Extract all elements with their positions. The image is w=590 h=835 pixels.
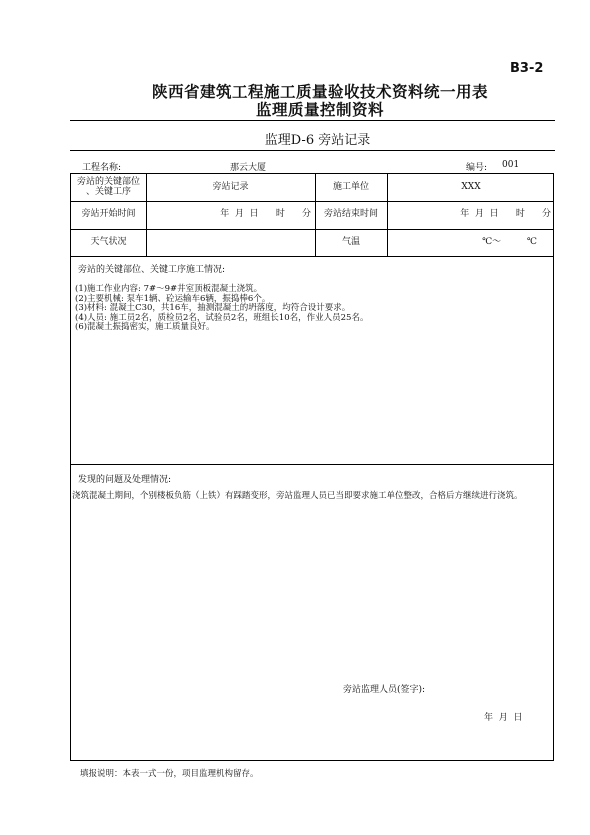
key-part-label: 旁站的关键部位 、关键工序 [76, 176, 140, 197]
footnote: 填报说明：本表一式一份，项目监理机构留存。 [80, 769, 259, 779]
construction-line: (4)人员: 施工员2名，质检员2名，试验员2名，班组长10名，作业人员25名。 [75, 312, 369, 323]
form-title-line1: 陕西省建筑工程施工质量验收技术资料统一用表 [151, 83, 488, 101]
row-divider [71, 256, 553, 257]
temperature-value: ℃～ ℃ [482, 236, 537, 247]
form-code: B3-2 [510, 61, 544, 76]
start-time-label: 旁站开始时间 [81, 209, 136, 220]
contractor-value: XXX [461, 181, 481, 192]
weather-value [146, 229, 315, 256]
issues-text: 浇筑混凝土期间，个别楼板负筋（上铁）有踩踏变形，旁站监理人员已当即要求施工单位整改，合格后方继续进行浇筑。 [72, 491, 523, 501]
title-rule [70, 120, 555, 121]
signature-date: 年 月 日 [484, 713, 523, 723]
serial-label: 编号: [466, 163, 488, 173]
start-time-value: 年 月 日 时 分 [220, 209, 311, 220]
temperature-label: 气温 [341, 236, 360, 247]
form-subtitle: 监理D-6 旁站记录 [264, 133, 371, 148]
section-divider [71, 464, 553, 465]
weather-label: 天气状况 [90, 236, 127, 247]
record-table [70, 173, 554, 761]
form-title-line2: 监理质量控制资料 [255, 101, 384, 119]
end-time-label: 旁站结束时间 [323, 209, 378, 220]
construction-heading: 旁站的关键部位、关键工序施工情况: [78, 265, 226, 275]
contractor-label: 施工单位 [332, 181, 369, 192]
serial-value: 001 [502, 160, 520, 170]
construction-line: (2)主要机械: 泵车1辆、砼运输车6辆，振捣棒6个。 [75, 293, 271, 304]
issues-heading: 发现的问题及处理情况: [78, 475, 172, 485]
key-part-value: 旁站记录 [212, 181, 249, 192]
subtitle-rule [70, 150, 555, 151]
construction-line: (3)材料: 混凝土C30，共16车，抽测混凝土的坍落度，均符合设计要求。 [75, 303, 351, 313]
signature-label: 旁站监理人员(签字): [343, 685, 426, 695]
project-name-value: 那云大厦 [230, 163, 267, 173]
construction-line: (1)施工作业内容: 7#～9#井室顶板混凝土浇筑。 [75, 284, 263, 294]
end-time-value: 年 月 日 时 分 [460, 209, 551, 220]
construction-line: (6)混凝土振捣密实，施工质量良好。 [75, 322, 215, 332]
project-name-label: 工程名称: [82, 163, 122, 173]
